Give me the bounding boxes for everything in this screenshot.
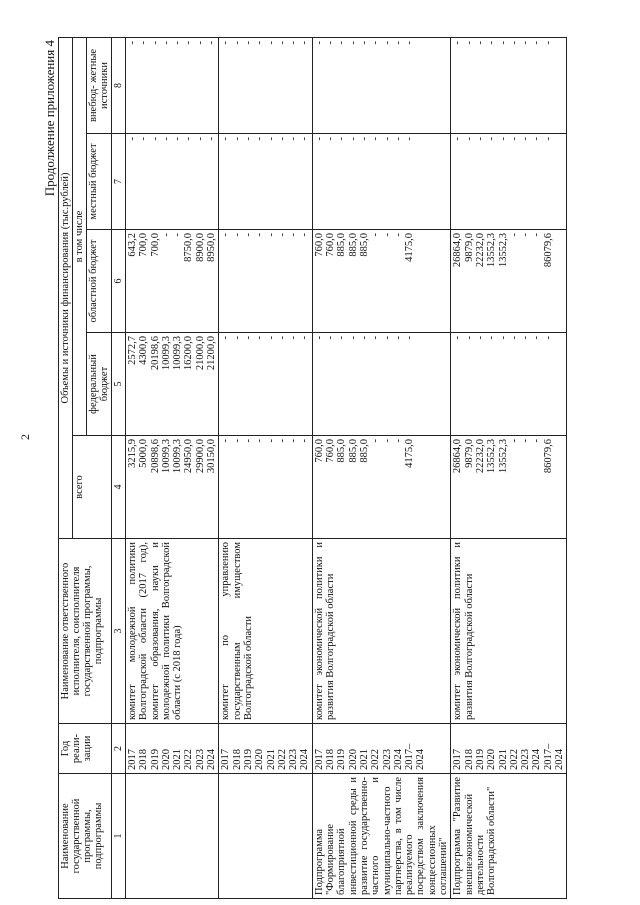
page-number: 2: [18, 434, 32, 440]
extrabudget-cell: - - - - - - - -: [219, 37, 312, 133]
column-number-row: [112, 37, 126, 898]
executor-cell: комитет экономической политики и развития Волгоградской области: [312, 539, 451, 724]
local-cell: - - - - - - - -: [126, 134, 219, 230]
column-number: 8: [112, 37, 126, 133]
total-cell: - - - - - - - -: [219, 436, 312, 539]
header-including: в том числе: [73, 37, 87, 435]
total-cell: 3215,9 5000,0 20898,6 10099,3 10099,3 24950,0 29900,0 30150,0: [126, 436, 219, 539]
federal-cell: - - - - - - - - -: [312, 333, 451, 436]
years-cell: 2017 2018 2019 2020 2021 2022 2023 2024: [126, 724, 219, 774]
federal-cell: - - - - - - - -: [219, 333, 312, 436]
header-executor: Наименование ответственного исполнителя, соисполнителя государственной программы, подпрограммы: [59, 539, 112, 724]
years-cell: 2017 2018 2019 2020 2021 2022 2023 2024 2017–2024: [451, 724, 567, 774]
column-number: 5: [112, 333, 126, 436]
regional-cell: - - - - - - - -: [219, 230, 312, 333]
table-row: [451, 37, 567, 898]
header-extrabudget: внебюд- жетные источники: [87, 37, 112, 133]
header-local: местный бюджет: [87, 134, 112, 230]
column-number: 4: [112, 436, 126, 539]
federal-cell: - - - - - - - - -: [451, 333, 567, 436]
regional-cell: 26864,0 9879,0 22232,0 13552,3 13552,3 - - - 86079,6: [451, 230, 567, 333]
column-number: 1: [112, 774, 126, 899]
column-number: 3: [112, 539, 126, 724]
extrabudget-cell: - - - - - - - -: [126, 37, 219, 133]
header-federal: федеральный бюджет: [87, 333, 112, 436]
header-regional: областной бюджет: [87, 230, 112, 333]
regional-cell: 760,0 760,0 885,0 885,0 885,0 - - - 4175,0: [312, 230, 451, 333]
continuation-heading: Продолжение приложения 4: [42, 40, 57, 197]
executor-cell: комитет экономической политики и развития Волгоградской области: [451, 539, 567, 724]
column-number: 6: [112, 230, 126, 333]
extrabudget-cell: - - - - - - - - -: [312, 37, 451, 133]
program-name-cell: Подпрограмма "Формирование благоприятной инвестиционной среды и развитие государственно-частного и муниципально-частного партнерства, в том числе реализуемого посредством заключения концессионных соглашений": [312, 774, 451, 899]
federal-cell: 2572,7 4300,0 20198,6 10099,3 10099,3 16200,0 21000,0 21200,0: [126, 333, 219, 436]
header-total: всего: [73, 436, 112, 539]
total-cell: 26864,0 9879,0 22232,0 13552,3 13552,3 - - - 86079,6: [451, 436, 567, 539]
header-year: Год реали- зации: [59, 724, 112, 774]
years-cell: 2017 2018 2019 2020 2021 2022 2023 2024 2017–2024: [312, 724, 451, 774]
column-number: 7: [112, 134, 126, 230]
local-cell: - - - - - - - -: [219, 134, 312, 230]
program-name-cell: Подпрограмма "Развитие внешнеэкономической деятельности Волгоградской области": [451, 774, 567, 899]
executor-cell: комитет молодежной политики Волгоградской области (2017 год), комитет образования, науки и молодежной политики Волгоградской области (с 2018 года): [126, 539, 219, 724]
local-cell: - - - - - - - - -: [312, 134, 451, 230]
header-program-name: Наименование государственной программы, подпрограммы: [59, 774, 112, 899]
extrabudget-cell: - - - - - - - - -: [451, 37, 567, 133]
program-name-cell: [219, 774, 312, 899]
total-cell: 760,0 760,0 885,0 885,0 885,0 - - - 4175,0: [312, 436, 451, 539]
header-volumes: Объемы и источники финансирования (тыс.рублей): [59, 37, 73, 538]
table-row: [312, 37, 451, 898]
executor-cell: комитет по управлению государственным имуществом Волгоградской области: [219, 539, 312, 724]
column-number: 2: [112, 724, 126, 774]
financing-table: [58, 37, 567, 899]
years-cell: 2017 2018 2019 2020 2021 2022 2023 2024: [219, 724, 312, 774]
local-cell: - - - - - - - - -: [451, 134, 567, 230]
table-row: [126, 37, 219, 898]
program-name-cell: [126, 774, 219, 899]
regional-cell: 643,2 700,0 700,0 - - 8750,0 8900,0 8950,0: [126, 230, 219, 333]
table-row: [219, 37, 312, 898]
